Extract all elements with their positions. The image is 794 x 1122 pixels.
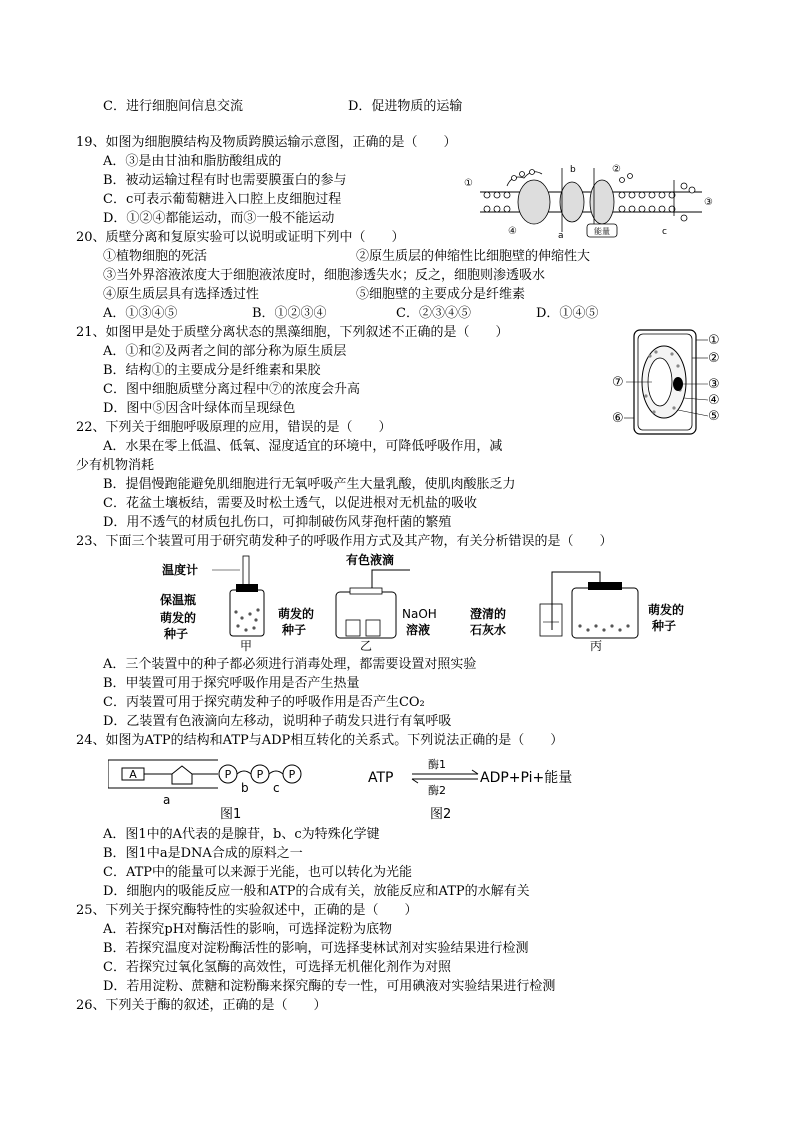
respiration-apparatus-diagram — [160, 552, 710, 652]
label-jia: 甲 — [240, 639, 253, 652]
q19-option-c: C．c可表示葡萄糖进入口腔上皮细胞过程 — [103, 192, 342, 207]
q25-stem: 25、下列关于探究酶特性的实验叙述中，正确的是（ ） — [76, 903, 418, 918]
seeds2-label-a: 萌发的 — [278, 607, 315, 621]
cell-label-3: ③ — [708, 377, 720, 392]
q24-stem: 24、如图为ATP的结构和ATP与ADP相互转化的关系式。下列说法正确的是（ ） — [76, 733, 564, 748]
cell-label-4: ④ — [708, 393, 720, 408]
fig2-caption: 图2 — [430, 807, 452, 822]
q25-option-d: D．若用淀粉、蔗糖和淀粉酶来探究酶的专一性，可用碘液对实验结果进行检测 — [103, 979, 556, 994]
q19-option-a: A．③是由甘油和脂肪酸组成的 — [103, 154, 282, 169]
q20-option-a: A．①③④⑤ — [103, 306, 178, 321]
q25-option-a: A．若探究pH对酶活性的影响，可选择淀粉为底物 — [103, 922, 393, 937]
drop-label: 有色液滴 — [346, 553, 395, 567]
atp-formula-right: ADP+Pi+能量 — [480, 770, 573, 786]
atp-diagram — [108, 752, 668, 822]
q20-statement-5: ⑤细胞壁的主要成分是纤维素 — [356, 287, 526, 302]
label-1: ① — [464, 178, 473, 189]
label-a: a — [558, 231, 564, 240]
cell-label-6: ⑥ — [612, 411, 624, 426]
label-b: b — [570, 165, 576, 175]
cell-label-7: ⑦ — [612, 375, 624, 390]
q26-stem: 26、下列关于酶的叙述，正确的是（ ） — [76, 998, 327, 1013]
atp-label-c: c — [273, 781, 280, 795]
q22-option-a-line2: 少有机物消耗 — [76, 458, 155, 473]
plant-cell-diagram — [612, 326, 724, 438]
cell-label-5: ⑤ — [708, 409, 720, 424]
naoh-label-1: NaOH — [402, 607, 437, 621]
q21-option-d: D．图中⑤因含叶绿体而呈现绿色 — [103, 401, 296, 416]
q23-option-b: B．甲装置可用于探究呼吸作用是否产生热量 — [103, 676, 360, 691]
q23-option-c: C．丙装置可用于探究萌发种子的呼吸作用是否产生CO₂ — [103, 695, 425, 710]
q25-option-b: B．若探究温度对淀粉酶活性的影响，可选择斐林试剂对实验结果进行检测 — [103, 941, 529, 956]
q19-stem: 19、如图为细胞膜结构及物质跨膜运输示意图，正确的是（ ） — [76, 135, 457, 150]
seeds1-label-b: 种子 — [164, 627, 189, 641]
phosphate-2: P — [256, 768, 264, 781]
q20-option-d: D．①④⑤ — [536, 306, 599, 321]
q24-option-a: A．图1中的A代表的是腺苷，b、c为特殊化学键 — [103, 827, 380, 842]
q20-statement-1: ①植物细胞的死活 — [103, 249, 208, 264]
cell-label-2: ② — [708, 351, 720, 366]
q22-stem: 22、下列关于细胞呼吸原理的应用，错误的是（ ） — [76, 420, 392, 435]
cell-label-1: ① — [708, 333, 720, 348]
adenine-label: A — [129, 768, 137, 781]
q24-option-b: B．图1中a是DNA合成的原料之一 — [103, 846, 303, 861]
q21-option-a: A．①和②及两者之间的部分称为原生质层 — [103, 344, 347, 359]
energy-label: 能量 — [594, 227, 610, 236]
q19-option-b: B．被动运输过程有时也需要膜蛋白的参与 — [103, 173, 347, 188]
atp-label-b: b — [241, 781, 249, 795]
q22-option-b: B．提倡慢跑能避免肌细胞进行无氧呼吸产生大量乳酸，使肌肉酸胀乏力 — [103, 477, 516, 492]
q24-option-d: D．细胞内的吸能反应一般和ATP的合成有关，放能反应和ATP的水解有关 — [103, 884, 530, 899]
q20-statement-3: ③当外界溶液浓度大于细胞液浓度时，细胞渗透失水；反之，细胞则渗透吸水 — [103, 268, 546, 283]
label-bing: 丙 — [590, 639, 603, 652]
enzyme-2-label: 酶2 — [428, 784, 446, 797]
q18-option-d: D．促进物质的运输 — [348, 99, 463, 114]
q23-option-d: D．乙装置有色液滴向左移动，说明种子萌发只进行有氧呼吸 — [103, 714, 452, 729]
q18-option-c: C．进行细胞间信息交流 — [103, 99, 243, 114]
q21-option-c: C．图中细胞质壁分离过程中⑦的浓度会升高 — [103, 382, 360, 397]
seeds1-label-a: 萌发的 — [160, 611, 197, 625]
fig1-caption: 图1 — [220, 807, 242, 822]
q23-stem: 23、下面三个装置可用于研究萌发种子的呼吸作用方式及其产物，有关分析错误的是（ ） — [76, 534, 613, 549]
seeds3-label-a: 萌发的 — [648, 603, 685, 617]
q20-option-b: B．①②③④ — [252, 306, 327, 321]
atp-formula-left: ATP — [368, 770, 394, 786]
q21-stem: 21、如图甲是处于质壁分离状态的黑藻细胞，下列叙述不正确的是（ ） — [76, 325, 509, 340]
label-4: ④ — [508, 226, 517, 237]
q20-stem: 20、质壁分离和复原实验可以说明或证明下列中（ ） — [76, 230, 405, 245]
naoh-label-2: 溶液 — [406, 623, 431, 637]
q20-statement-4: ④原生质层具有选择透过性 — [103, 287, 260, 302]
label-2: ② — [612, 164, 621, 175]
label-3: ③ — [704, 197, 713, 208]
q23-option-a: A．三个装置中的种子都必须进行消毒处理，都需要设置对照实验 — [103, 657, 477, 672]
lime-label-2: 石灰水 — [470, 623, 507, 637]
q19-option-d: D．①②④都能运动，而③一般不能运动 — [103, 211, 335, 226]
q24-option-c: C．ATP中的能量可以来源于光能，也可以转化为光能 — [103, 865, 413, 880]
q20-option-c: C．②③④⑤ — [396, 306, 471, 321]
label-yi: 乙 — [360, 639, 373, 652]
q22-option-c: C．花盆土壤板结，需要及时松土透气，以促进根对无机盐的吸收 — [103, 496, 477, 511]
label-c: c — [662, 227, 667, 237]
q20-statement-2: ②原生质层的伸缩性比细胞壁的伸缩性大 — [356, 249, 591, 264]
lime-label-1: 澄清的 — [470, 607, 507, 621]
atp-label-a: a — [163, 793, 171, 807]
phosphate-3: P — [288, 768, 296, 781]
seeds2-label-b: 种子 — [282, 623, 307, 637]
q22-option-d: D．用不透气的材质包扎伤口，可抑制破伤风芽孢杆菌的繁殖 — [103, 515, 452, 530]
phosphate-1: P — [224, 768, 232, 781]
q22-option-a-line1: A．水果在零上低温、低氧、湿度适宜的环境中，可降低呼吸作用，减 — [103, 439, 503, 454]
thermometer-label: 温度计 — [162, 563, 199, 577]
membrane-diagram — [462, 160, 717, 240]
flask-label: 保温瓶 — [160, 593, 197, 607]
seeds3-label-b: 种子 — [652, 619, 677, 633]
q21-option-b: B．结构①的主要成分是纤维素和果胶 — [103, 363, 321, 378]
enzyme-1-label: 酶1 — [428, 758, 446, 771]
q25-option-c: C．若探究过氧化氢酶的高效性，可选择无机催化剂作为对照 — [103, 960, 451, 975]
